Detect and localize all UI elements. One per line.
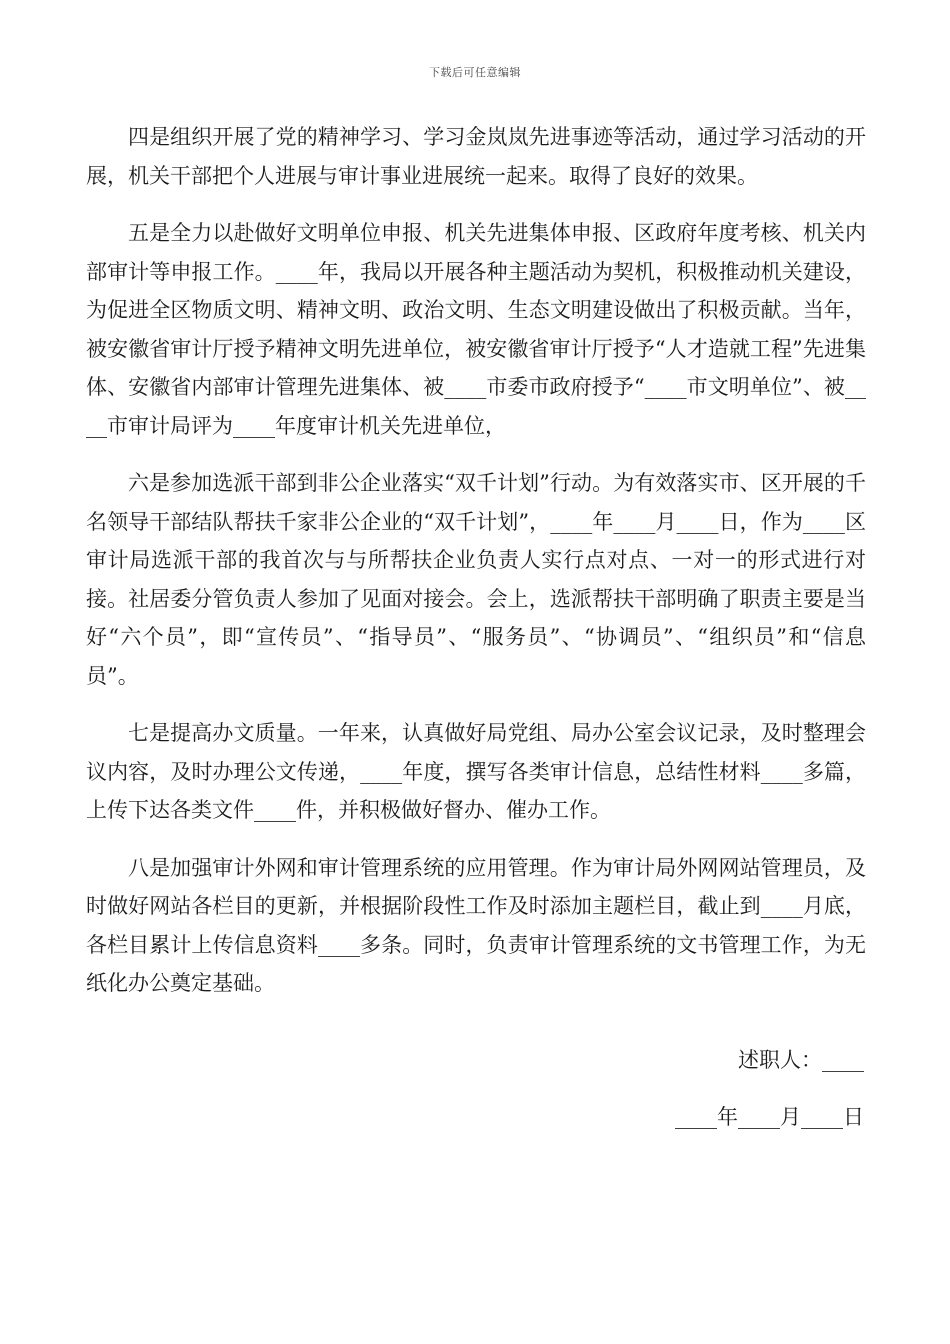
- paragraph-4: 四是组织开展了党的精神学习、学习金岚岚先进事迹等活动，通过学习活动的开展，机关干部把个人进展与审计事业进展统一起来。取得了良好的效果。: [86, 125, 866, 188]
- paragraph-5: 五是全力以赴做好文明单位申报、机关先进集体申报、区政府年度考核、机关内部审计等申报工作。____年，我局以开展各种主题活动为契机，积极推动机关建设，为促进全区物质文明、精神文明、政治文明、生态文明建设做出了积极贡献。当年，被安徽省审计厅授予精神文明先进单位，被安徽省审计厅授予“人才造就工程”先进集体、安徽省内部审计管理先进集体、被____市委市政府授予“____市文明单位”、被____市审计局评为____年度审计机关先进单位，: [86, 221, 866, 438]
- signature-name-line: 述职人：____: [738, 1048, 864, 1072]
- page-header-note: 下载后可任意编辑: [429, 66, 521, 79]
- paragraph-7: 七是提高办文质量。一年来，认真做好局党组、局办公室会议记录，及时整理会议内容，及时办理公文传递，____年度，撰写各类审计信息，总结性材料____多篇，上传下达各类文件____件，并积极做好督办、催办工作。: [86, 721, 866, 822]
- paragraph-8: 八是加强审计外网和审计管理系统的应用管理。作为审计局外网网站管理员，及时做好网站各栏目的更新，并根据阶段性工作及时添加主题栏目，截止到____月底，各栏目累计上传信息资料____多条。同时，负责审计管理系统的文书管理工作，为无纸化办公奠定基础。: [86, 855, 866, 995]
- signature-date-line: ____年____月____日: [675, 1105, 864, 1129]
- document-body: [86, 118, 866, 1022]
- paragraph-6: 六是参加选派干部到非公企业落实“双千计划”行动。为有效落实市、区开展的千名领导干部结队帮扶千家非公企业的“双千计划”，____年____月____日，作为____区审计局选派干部的我首次与与所帮扶企业负责人实行点对点、一对一的形式进行对接。社居委分管负责人参加了见面对接会。会上，选派帮扶干部明确了职责主要是当好“六个员”，即“宣传员”、“指导员”、“服务员”、“协调员”、“组织员”和“信息员”。: [86, 471, 866, 688]
